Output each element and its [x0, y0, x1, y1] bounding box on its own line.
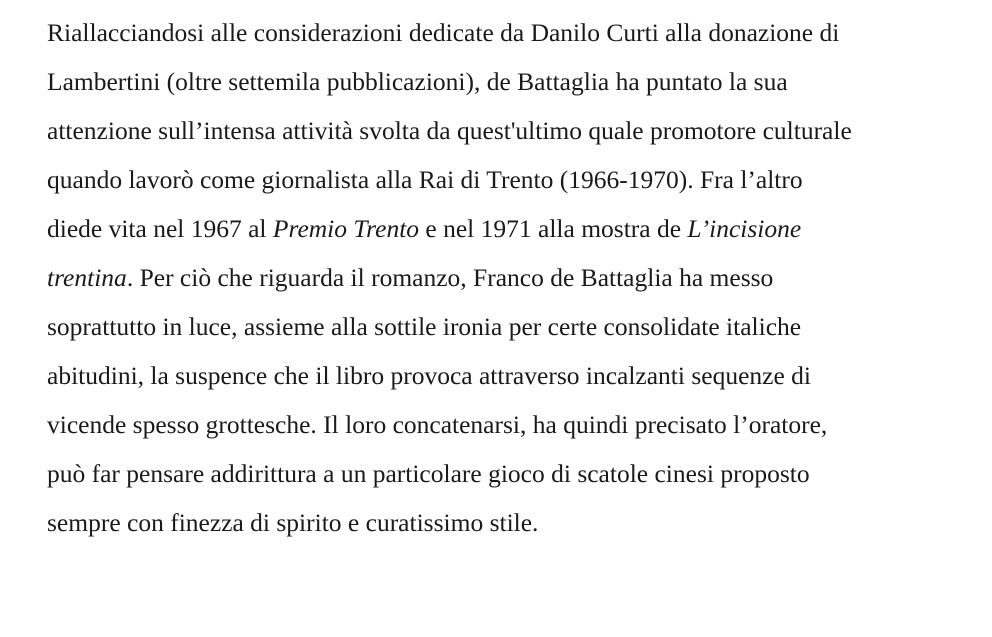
text-line-11: sempre con finezza di spirito e curatissimo stile.	[47, 508, 539, 537]
text-line-8: abitudini, la suspence che il libro provoca attraverso incalzanti sequenze di	[47, 361, 812, 390]
italic-title-incisione: L’incisione	[687, 214, 802, 243]
text-line-3: attenzione sull’intensa attività svolta da quest'ultimo quale promotore culturale	[47, 116, 852, 145]
text-line-10: può far pensare addirittura a un particolare gioco di scatole cinesi proposto	[47, 459, 810, 488]
text-line-7: soprattutto in luce, assieme alla sottile ironia per certe consolidate italiche	[47, 312, 802, 341]
italic-title-trentina: trentina	[47, 263, 127, 292]
document-page	[47, 13, 953, 552]
text-line-5: diede vita nel 1967 al Premio Trento e nel 1971 alla mostra de L’incisione	[47, 214, 802, 243]
text-line-2: Lambertini (oltre settemila pubblicazioni), de Battaglia ha puntato la sua	[47, 67, 788, 96]
text-line-4: quando lavorò come giornalista alla Rai di Trento (1966-1970). Fra l’altro	[47, 165, 803, 194]
text-line-1: Riallacciandosi alle considerazioni dedicate da Danilo Curti alla donazione di	[47, 18, 840, 47]
italic-title-premio-trento: Premio Trento	[272, 214, 420, 243]
text-line-9: vicende spesso grottesche. Il loro concatenarsi, ha quindi precisato l’oratore,	[47, 410, 828, 439]
text-line-6: trentina. Per ciò che riguarda il romanzo, Franco de Battaglia ha messo	[47, 263, 774, 292]
